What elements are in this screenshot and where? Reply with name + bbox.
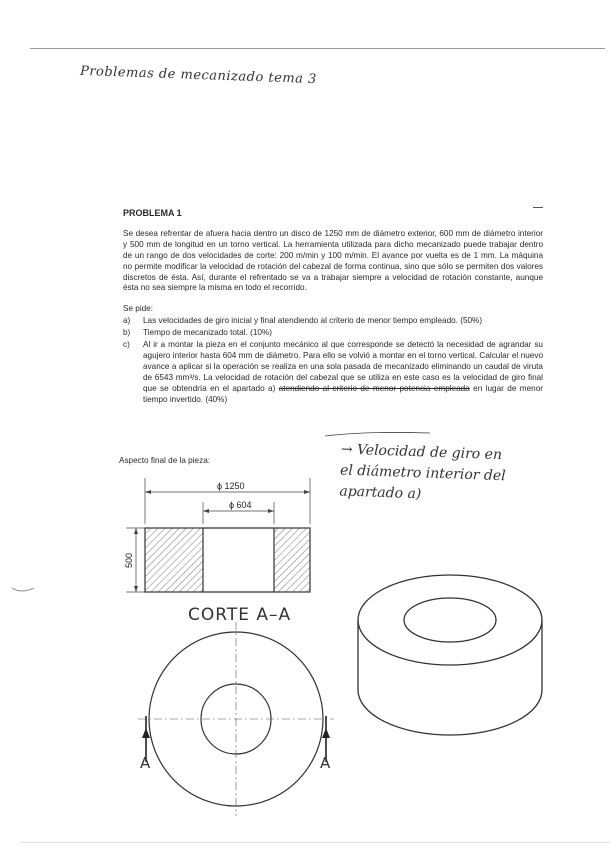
question-letter: c) [123,340,130,350]
struck-text: atendiendo al criterio de menor potencia empleada [278,383,470,393]
cut-label-left: A [140,754,151,772]
section-view [145,528,310,592]
cut-mark-right [320,716,331,772]
underline-stroke [325,432,430,436]
aspecto-label: Aspecto final de la pieza: [119,456,211,465]
dimension-inner [203,500,274,524]
se-pide-label: Se pide: [123,304,154,314]
isometric-view [358,575,542,735]
question-text: Las velocidades de giro inicial y final atendiendo al criterio de menor tiempo empleado. (50%) [143,316,483,326]
problem-heading: PROBLEMA 1 [123,208,182,218]
margin-stroke [12,588,34,591]
front-view [138,622,334,816]
dim-inner-label: ϕ 604 [229,500,252,510]
question-text-end: en lugar de menor tiempo invertido. (40%) [143,383,543,404]
question-text: Al ir a montar la pieza en el conjunto mecánico al que corresponde se detectó la necesidad de agrandar su agujero interior hasta 604 mm de diámetro. Para ello se volvió a montar en el torno vertical. Calcular el nuevo avance a aplicar si la operación se realiza en una sola pasada de mecanizado eliminando un caudal de viruta de 6543 mm³/s. La velocidad de rotación del cabezal que se utiliza en este caso es la velocidad de giro final que se obtendría en el apartado a) [143,340,543,393]
note-line: el diámetro interior del [339,462,506,485]
handwritten-title: Problemas de mecanizado tema 3 [79,63,318,88]
note-line: apartado a) [339,483,422,503]
question-letter: b) [123,328,131,338]
dimension-height [124,528,145,592]
problem-statement: Se desea refrentar de afuera hacia dentro un disco de 1250 mm de diámetro exterior, 600 mm de diámetro interior y 500 mm de longitud en un torno vertical. La herramienta utilizada para dicho mecanizado puede trabajar dentro de un rango de dos velocidades de corte: 200 m/min y 100 m/min. El avance por vuelta es de 1 mm. La máquina no permite modificar la velocidad de rotación del cabezal de forma continua, sino que sólo se permiten dos valores discretos de ésta. Así, durante el refrentado se va a trabajar siempre a velocidad de rotación constante, aunque ésta no sea siempre la misma en todo el recorrido. [123,228,543,293]
question-text: Tiempo de mecanizado total. (10%) [143,328,272,338]
dim-height-label: 500 [124,552,134,568]
dimension-outer [145,478,310,524]
cut-label-right: A [320,754,331,772]
dim-outer-label: ϕ 1250 [217,481,245,491]
note-line: → Velocidad de giro en [340,441,503,464]
section-label: CORTE A–A [188,605,292,625]
question-letter: a) [123,316,131,326]
